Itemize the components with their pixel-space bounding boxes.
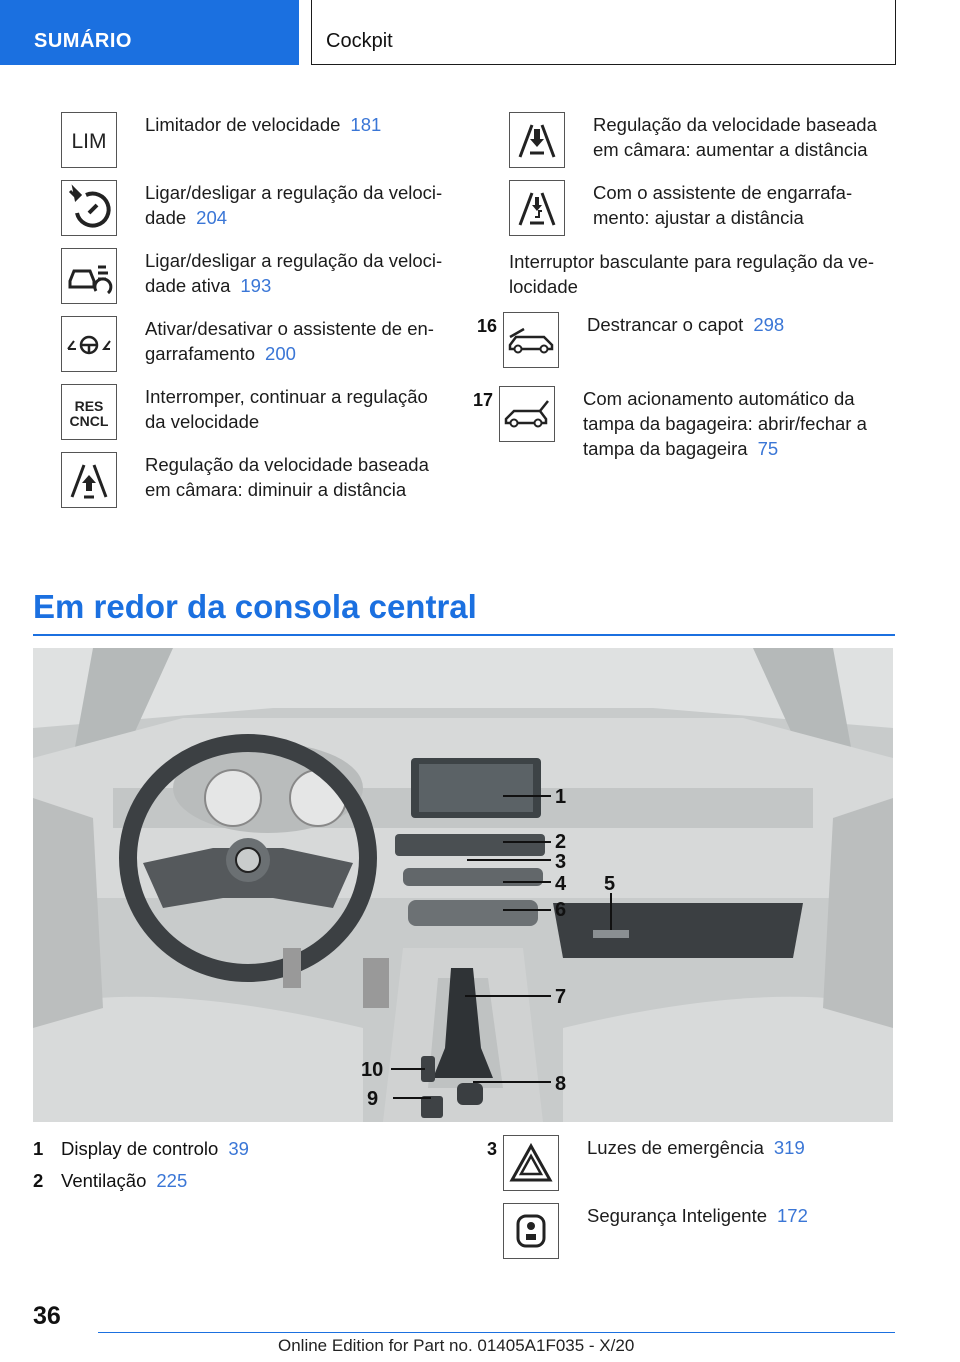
list-item (473, 312, 893, 368)
tailgate-icon (499, 386, 555, 442)
legend-text: Display de controlo (61, 1138, 219, 1159)
callout-label: 5 (604, 873, 616, 895)
callout-label: 9 (367, 1088, 379, 1110)
page-ref-link[interactable]: 75 (757, 438, 779, 459)
res-cncl-icon (61, 384, 117, 440)
list-item (473, 386, 893, 461)
legend-item (33, 1168, 187, 1193)
callout-label: 7 (555, 986, 567, 1008)
svg-text:RES: RES (74, 398, 104, 414)
traffic-jam-distance-icon (509, 180, 565, 236)
entry-text: Luzes de emergência (587, 1137, 764, 1158)
page-ref-link[interactable]: 39 (228, 1138, 249, 1159)
callout-label: 8 (555, 1073, 567, 1095)
active-cruise-icon (61, 248, 117, 304)
list-item (61, 112, 451, 168)
legend-item (33, 1136, 249, 1161)
entry-text: Regulação da velocidade baseada em câmara: diminuir a distância (145, 454, 429, 500)
list-item (473, 1203, 893, 1259)
rocker-description: Interruptor basculante para regulação da ve-locidade (509, 251, 875, 297)
cockpit-illustration (33, 648, 893, 1122)
list-item (61, 384, 451, 440)
callout-label: 4 (555, 873, 567, 895)
page-ref-link[interactable]: 181 (350, 114, 382, 135)
hazard-icon (503, 1135, 559, 1191)
section-tab: Cockpit (311, 0, 896, 65)
entry-text: Ativar/desativar o assistente de en-garrafamento (145, 318, 434, 364)
footer-text: Online Edition for Part no. 01405A1F035 - X/20 (278, 1336, 635, 1355)
entry-text: Interromper, continuar a regulação da velocidade (145, 386, 428, 432)
traffic-jam-assist-icon (61, 316, 117, 372)
page-ref-link[interactable]: 319 (773, 1137, 805, 1158)
page-number: 36 (33, 1302, 61, 1330)
lim-icon (61, 112, 117, 168)
item-number: 2 (33, 1170, 44, 1191)
list-item (509, 112, 899, 168)
section-heading: Em redor da consola central (33, 588, 895, 636)
svg-text:LIM: LIM (71, 130, 107, 153)
item-number: 1 (33, 1138, 44, 1159)
entry-text: Destrancar o capot (587, 314, 744, 335)
legend-text: Ventilação (61, 1170, 147, 1191)
list-item (61, 180, 451, 236)
item-number: 16 (476, 316, 497, 336)
page-ref-link[interactable]: 204 (196, 207, 228, 228)
entry-text: Limitador de velocidade (145, 114, 341, 135)
cruise-onoff-icon (61, 180, 117, 236)
distance-decrease-icon (61, 452, 117, 508)
entry-text: Com acionamento automático da tampa da bagageira: abrir/fechar a tampa da bagageira (583, 388, 867, 459)
item-number (473, 1203, 503, 1207)
page-ref-link[interactable]: 298 (753, 314, 785, 335)
entry-text: Regulação da velocidade baseada em câmara: aumentar a distância (593, 114, 877, 160)
callout-label: 2 (555, 831, 567, 853)
distance-increase-icon (509, 112, 565, 168)
footer-divider (98, 1332, 895, 1333)
item-number: 3 (486, 1139, 497, 1159)
page-ref-link[interactable]: 172 (777, 1205, 808, 1226)
entry-text: Segurança Inteligente (587, 1205, 767, 1226)
entry-text: Com o assistente de engarrafa-mento: ajustar a distância (593, 182, 853, 228)
list-item (61, 452, 451, 508)
page-ref-link[interactable]: 200 (265, 343, 296, 364)
page-ref-link[interactable]: 193 (240, 275, 272, 296)
entry-text: Ligar/desligar a regulação da veloci-dade (145, 182, 443, 228)
callout-label: 1 (555, 786, 567, 808)
list-item (61, 248, 451, 304)
intelligent-safety-icon (503, 1203, 559, 1259)
list-item (509, 180, 899, 236)
callout-label: 10 (361, 1059, 384, 1081)
toc-tab[interactable]: SUMÁRIO (0, 0, 299, 65)
callout-label: 6 (555, 899, 567, 921)
page-ref-link[interactable]: 225 (156, 1170, 188, 1191)
list-item (61, 316, 451, 372)
item-number: 17 (473, 390, 494, 410)
svg-text:CNCL: CNCL (69, 413, 109, 429)
list-item (473, 1135, 893, 1191)
callout-label: 3 (555, 851, 567, 873)
entry-text: Ligar/desligar a regulação da veloci-dade ativa (145, 250, 443, 296)
hood-release-icon (503, 312, 559, 368)
